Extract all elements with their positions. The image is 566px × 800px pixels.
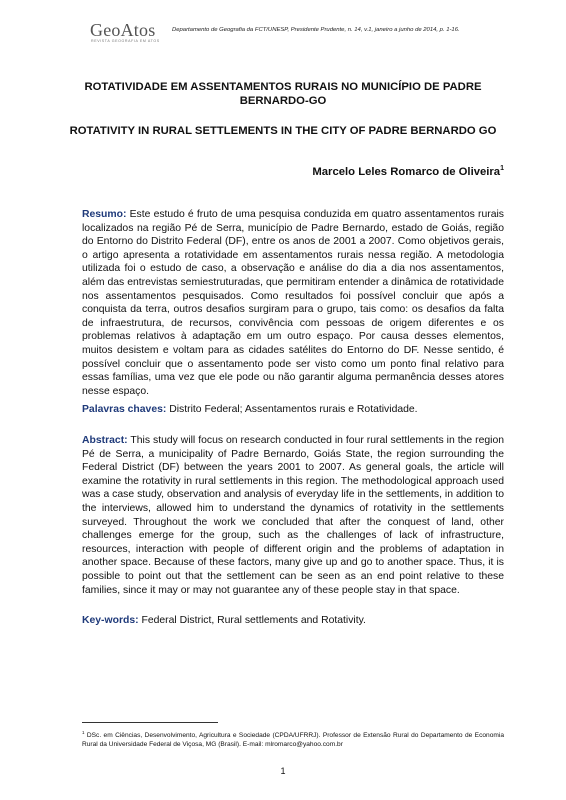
keywords-en-text: Federal District, Rural settlements and Rotativity.	[138, 615, 366, 626]
footnote-mark: 1	[82, 730, 85, 735]
journal-citation: Departamento de Geografia da FCT/UNESP, Presidente Prudente, n. 14, v.1, janeiro a junho de 2014, p. 1-16.	[172, 27, 460, 33]
abstract-en-label: Abstract:	[82, 435, 128, 446]
logo-text: GeoAtos	[90, 20, 156, 40]
author-footnote-mark: 1	[500, 165, 504, 172]
page-header	[90, 20, 526, 46]
footnote	[82, 728, 504, 749]
keywords-english	[82, 614, 504, 628]
footnote-divider	[82, 722, 218, 723]
abstract-portuguese	[82, 208, 504, 398]
abstract-english	[82, 434, 504, 597]
keywords-portuguese	[82, 403, 504, 417]
page-number: 1	[280, 766, 286, 776]
title-portuguese: ROTATIVIDADE EM ASSENTAMENTOS RURAIS NO MUNICÍPIO DE PADRE BERNARDO-GO	[84, 81, 482, 107]
footnote-text: DSc. em Ciências, Desenvolvimento, Agricultura e Sociedade (CPDA/UFRRJ). Professor de Extensão Rural do Departamento de Economia Rural da Universidade Federal de Viçosa, MG (Brasil). E-mail: mlromarco@yahoo.com.br	[82, 732, 504, 749]
abstract-en-text: This study will focus on research conducted in four rural settlements in the region Pé de Serra, a municipality of Padre Bernardo, Goiás State, the region surrounding the Federal District (DF) between the years 2001 to 2007. As general goals, the article will examine the rotativity in rural settlements in this region. The methodological approach used was a case study, observation and analysis of everyday life in the settlements, in addition to the interviews, allowed him to understand the dynamics of rotativity in the settlements surveyed. Throughout the work we concluded that after the conquest of land, other challenges emerge for the group, such as the challenges of lack of infrastructure, resources, interaction with people of different origin and the problems of adaptation in another space. Because of these factors, many give up and go to another space. Thus, it is possible to point out that the settlement can be seen as an end point relative to these families, since it may or may not guarantee any of these people stay in that space.	[82, 435, 504, 596]
keywords-pt-text: Distrito Federal; Assentamentos rurais e Rotatividade.	[166, 404, 418, 415]
keywords-pt-label: Palavras chaves:	[82, 404, 167, 415]
keywords-en-label: Key-words:	[82, 615, 139, 626]
journal-logo	[90, 20, 168, 46]
logo-subtitle: REVISTA GEOGRAFIA EM ATOS	[91, 39, 160, 43]
abstract-pt-label: Resumo:	[82, 209, 127, 220]
author-name: Marcelo Leles Romarco de Oliveira	[312, 165, 501, 178]
title-english: ROTATIVITY IN RURAL SETTLEMENTS IN THE CITY OF PADRE BERNARDO GO	[69, 125, 497, 137]
abstract-pt-text: Este estudo é fruto de uma pesquisa conduzida em quatro assentamentos rurais localizados na região Pé de Serra, município de Padre Bernardo, estado de Goiás, região do Entorno do Distrito Federal (DF), entre os anos de 2001 a 2007. Como objetivos gerais, o artigo apresenta a rotatividade em assentamentos rurais nessa região. A metodologia utilizada foi o estudo de caso, a observação e análise do dia a dia nos assentamentos, além das entrevistas semiestruturadas, que permitiram entender a dinâmica de rotatividade nos assentamentos pesquisados. Como resultados foi possível concluir que após a conquista da terra, outros desafios surgiram para o grupo, tais como: os desafios da falta de infraestrutura, de recursos, convivência com pessoas de origem diferentes e os problemas relativos à adaptação em um outro espaço. Por causa desses elementos, muitos desistem e voltam para as cidades satélites do Entorno do DF. Nesse sentido, é possível concluir que o assentamento pode ser visto como um ponto final relativo para essas famílias, uma vez que ele pode ou não garantir alguma permanência desses atores nesse espaço.	[82, 209, 504, 397]
author-line	[312, 165, 504, 178]
